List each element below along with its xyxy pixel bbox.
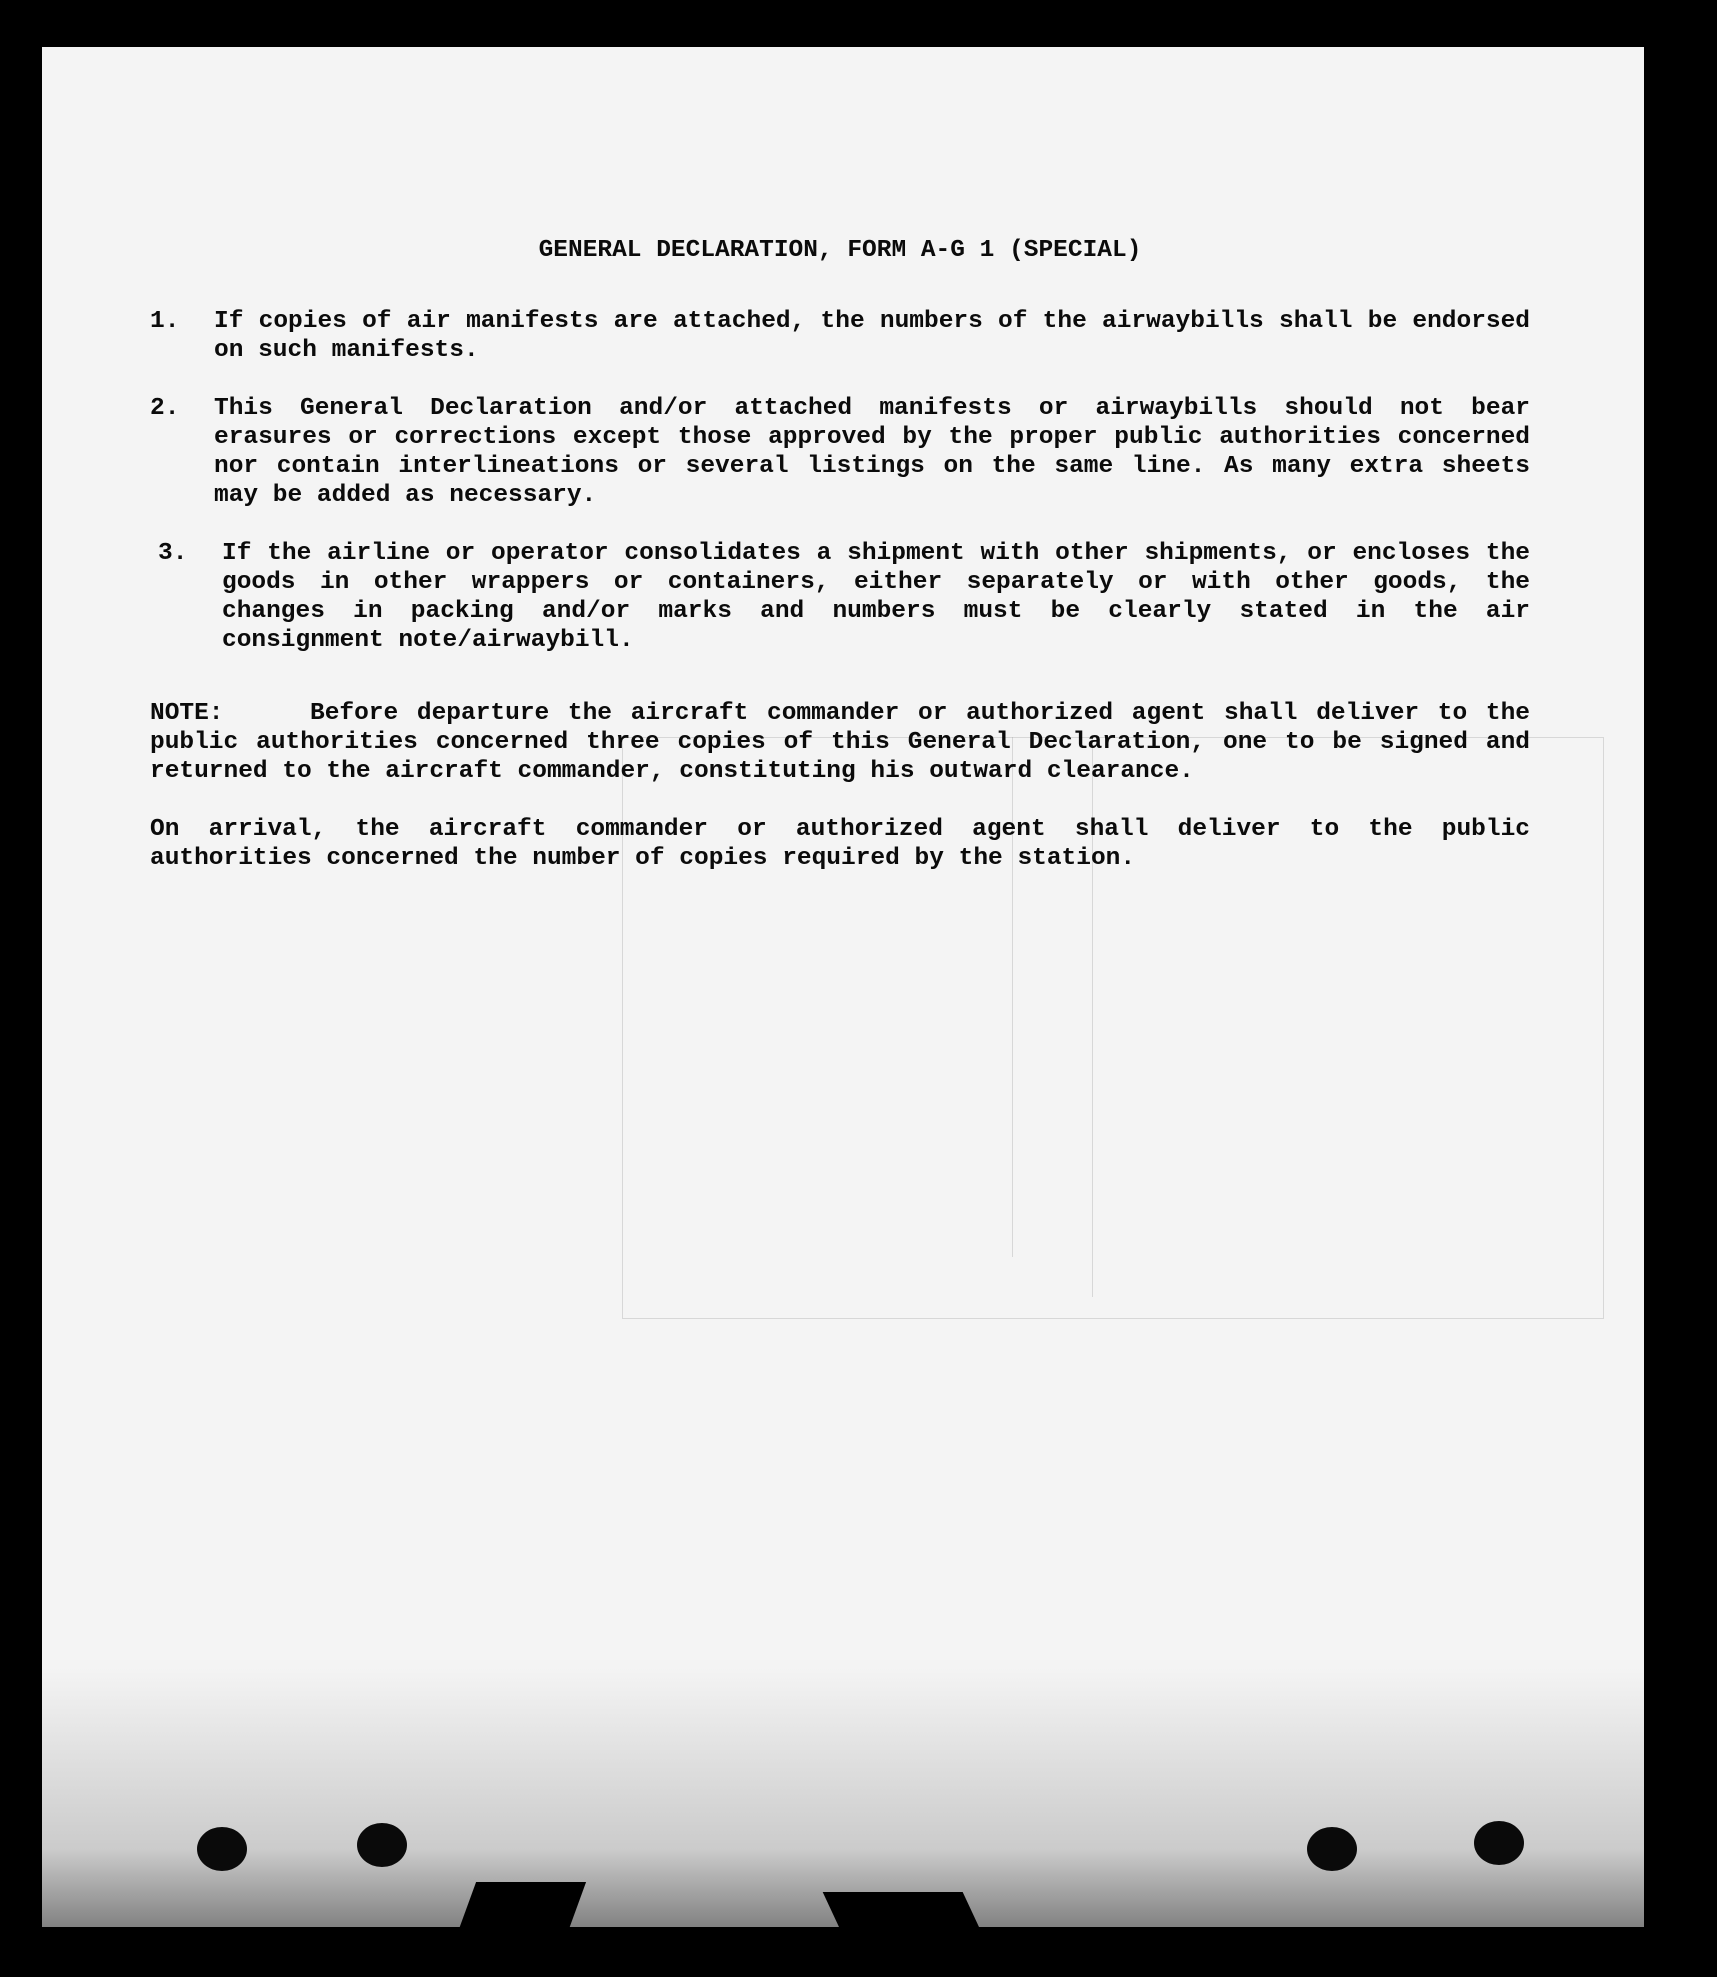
punch-hole — [197, 1827, 247, 1871]
paper-tear — [458, 1882, 586, 1927]
declaration-text — [150, 236, 1530, 873]
note-paragraph — [150, 699, 1530, 786]
paper-tear — [823, 1892, 982, 1927]
item-text: This General Declaration and/or attached manifests or airwaybills should not bear erasures or corrections except those approved by the proper public authorities concerned nor contain interlineations or several listings on the same line. As many extra sheets may be added as necessary. — [214, 395, 1530, 509]
instruction-item-2 — [150, 394, 1530, 510]
punch-hole — [1307, 1827, 1357, 1871]
page-shadow — [42, 1667, 1644, 1927]
item-number: 3. — [158, 540, 188, 567]
punch-hole — [357, 1823, 407, 1867]
item-text: If the airline or operator consolidates a shipment with other shipments, or encloses the goods in other wrappers or containers, either separately or with other goods, the changes in packing and/or marks and numbers must be clearly stated in the air consignment note/airwaybill. — [222, 540, 1530, 654]
note-label: NOTE: — [150, 700, 224, 727]
item-number: 1. — [150, 308, 180, 335]
note-text: Before departure the aircraft commander or authorized agent shall deliver to the public authorities concerned three copies of this General Declaration, one to be signed and returned to the aircraft commander, constituting his outward clearance. — [150, 700, 1530, 785]
document-title: GENERAL DECLARATION, FORM A-G 1 (SPECIAL) — [538, 237, 1142, 264]
item-text: If copies of air manifests are attached, the numbers of the airwaybills shall be endorsed on such manifests. — [214, 308, 1530, 364]
item-number: 2. — [150, 395, 180, 422]
punch-hole — [1474, 1821, 1524, 1865]
instruction-item-3 — [150, 539, 1530, 655]
arrival-paragraph: On arrival, the aircraft commander or authorized agent shall deliver to the public authorities concerned the number of copies required by the station. — [150, 816, 1530, 872]
instruction-item-1 — [150, 307, 1530, 365]
